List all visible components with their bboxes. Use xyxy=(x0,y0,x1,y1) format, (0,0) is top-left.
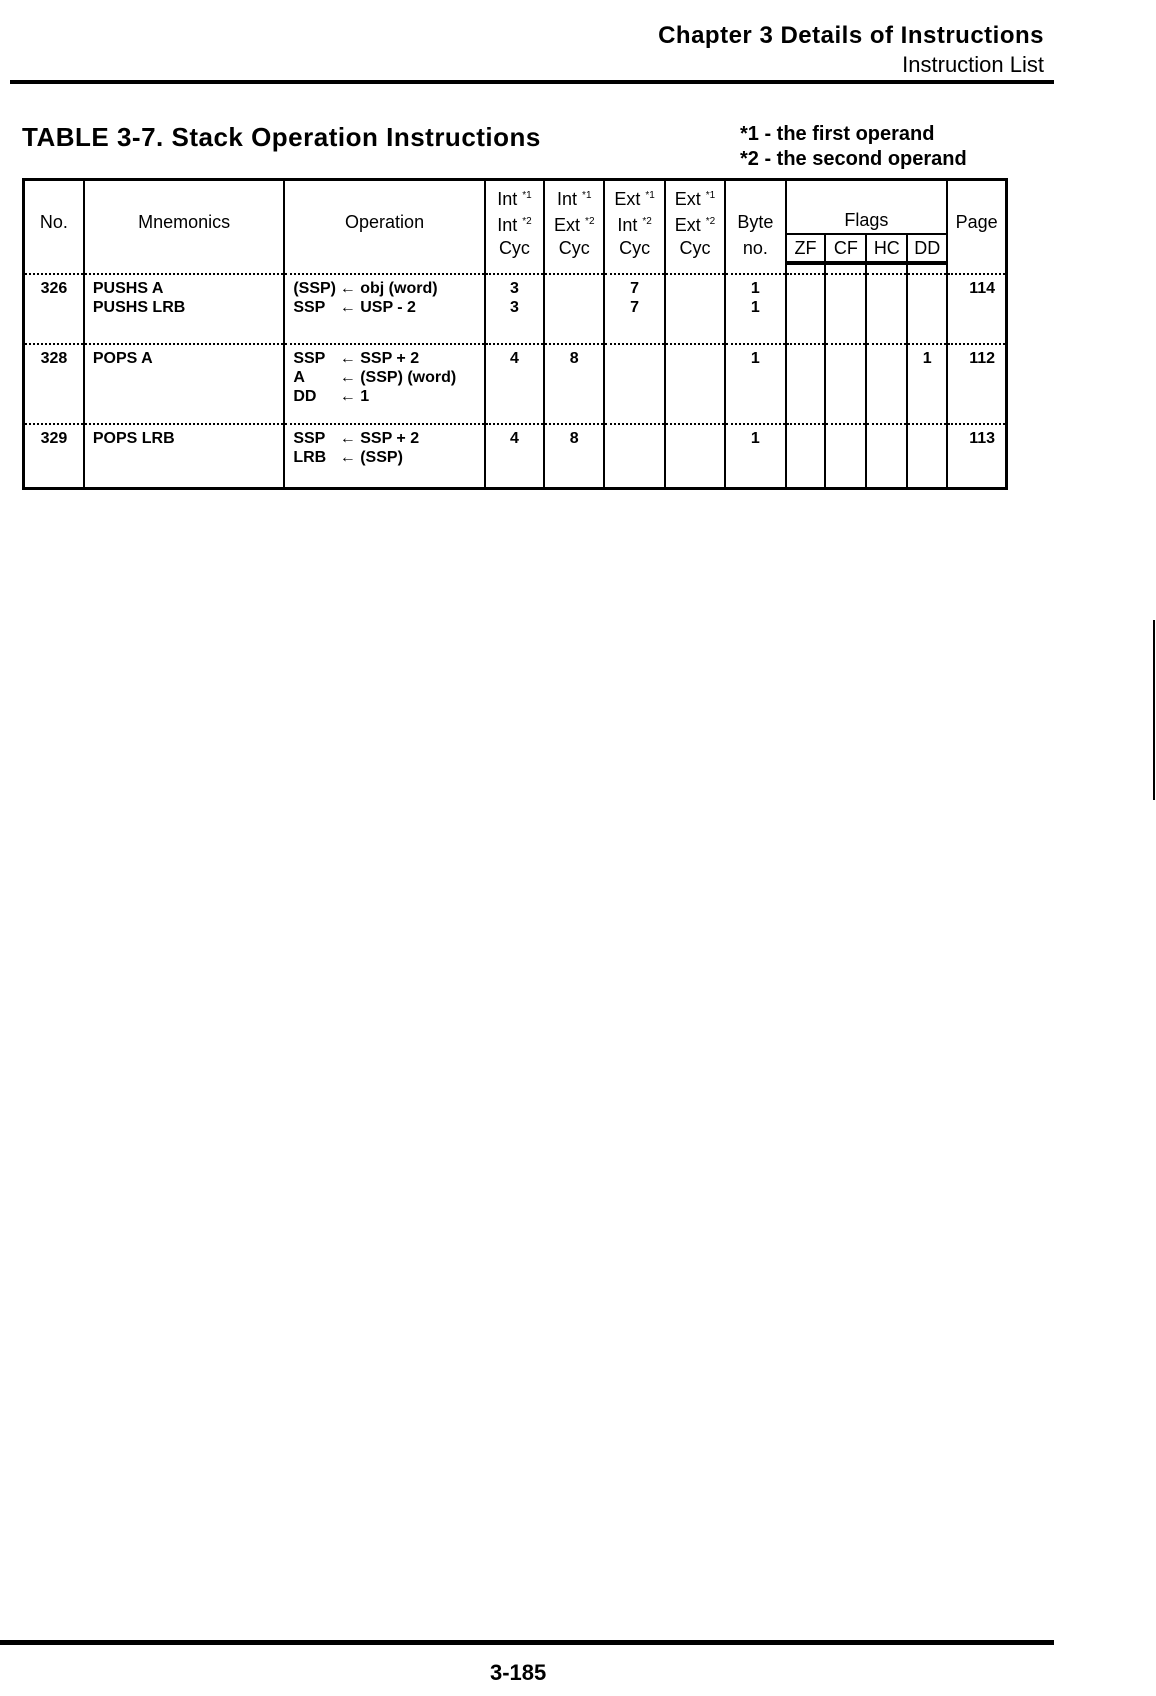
flag-dd: 1 xyxy=(922,350,932,367)
footer-rule xyxy=(0,1640,1054,1645)
flag-hc xyxy=(867,345,906,368)
header-flag-zf: ZF xyxy=(786,234,826,263)
h1-s2: *2 xyxy=(522,216,532,227)
operation-line: SSP ← USP - 2 xyxy=(293,299,416,316)
flag-dd xyxy=(908,425,946,448)
operation-line: SSP ← SSP + 2 xyxy=(293,430,420,447)
table-title: TABLE 3-7. Stack Operation Instructions xyxy=(22,122,541,152)
operation-line: A ← (SSP) (word) xyxy=(293,369,457,386)
operation-line: SSP ← SSP + 2 xyxy=(293,350,420,367)
flag-dd xyxy=(908,275,946,298)
operation-line: DD ← 1 xyxy=(293,388,370,405)
header-ext-int-cyc xyxy=(604,180,664,264)
flag-cf xyxy=(826,425,865,448)
h3-l1: Ext xyxy=(614,189,641,209)
row-page: 112 xyxy=(969,350,995,367)
byte-count: 1 xyxy=(750,430,760,447)
h3-s2: *2 xyxy=(642,216,652,227)
note-second-operand: *2 - the second operand xyxy=(740,148,967,170)
h2-l3: Cyc xyxy=(558,238,590,258)
header-byte-no xyxy=(725,180,785,264)
flag-hc xyxy=(867,425,906,448)
header-flags-spacer xyxy=(786,180,948,208)
table-row xyxy=(24,424,1007,488)
flag-zf xyxy=(787,345,825,368)
h2-s2: *2 xyxy=(585,216,595,227)
row-mnemonic: POPS A xyxy=(92,350,153,367)
header-page: Page xyxy=(947,180,1006,264)
cyc-ext-int xyxy=(605,425,663,448)
h3-l2: Int xyxy=(617,215,638,235)
page-number: 3-185 xyxy=(490,1660,547,1685)
h4-s1: *1 xyxy=(705,190,716,201)
cyc-ext-int xyxy=(605,345,663,368)
row-mnemonic: POPS LRB xyxy=(92,430,175,447)
table-row xyxy=(24,274,1007,344)
row-no: 326 xyxy=(40,280,68,297)
h4-l2: Ext xyxy=(674,215,701,235)
note-first-operand: *1 - the first operand xyxy=(740,123,935,145)
cyc-ext-ext xyxy=(666,425,724,448)
h1-l3: Cyc xyxy=(498,238,530,258)
h4-s2: *2 xyxy=(705,216,716,227)
cyc-ext-ext xyxy=(666,345,724,368)
header-ext-ext-cyc xyxy=(665,180,725,264)
header-int-ext-cyc xyxy=(544,180,604,264)
row-no: 329 xyxy=(40,430,68,447)
header-flag-dd: DD xyxy=(907,234,947,263)
header-int-int-cyc xyxy=(485,180,544,264)
h4-l3: Cyc xyxy=(679,238,711,258)
h3-s1: *1 xyxy=(645,190,655,201)
header-operation: Operation xyxy=(284,180,484,264)
byte-count: 1 xyxy=(750,350,760,367)
h3-l3: Cyc xyxy=(619,238,651,258)
cyc-int-int: 3 xyxy=(509,299,519,316)
h2-l1: Int xyxy=(557,189,578,209)
header-rule xyxy=(10,80,1054,84)
hb-l1: Byte xyxy=(737,212,774,232)
cyc-int-ext xyxy=(545,275,603,298)
footnote-legend xyxy=(740,122,967,172)
cyc-int-int: 3 xyxy=(509,280,519,297)
section-heading: Instruction List xyxy=(902,52,1044,77)
header-flags: Flags xyxy=(786,207,948,234)
operation-line: (SSP) ← obj (word) xyxy=(293,280,438,297)
h4-l1: Ext xyxy=(674,189,701,209)
row-mnemonic: PUSHS LRB xyxy=(92,299,186,316)
chapter-heading: Chapter 3 Details of Instructions xyxy=(658,22,1044,49)
h1-s1: *1 xyxy=(522,190,532,201)
h2-s1: *1 xyxy=(582,190,592,201)
flag-hc xyxy=(867,275,906,298)
row-page: 114 xyxy=(969,280,995,297)
header-flag-hc: HC xyxy=(866,234,907,263)
cyc-int-ext: 8 xyxy=(569,350,579,367)
cyc-ext-int: 7 xyxy=(630,299,640,316)
hb-l2: no. xyxy=(742,238,768,258)
flag-zf xyxy=(787,275,825,298)
header-mnemonics: Mnemonics xyxy=(84,180,284,264)
h1-l1: Int xyxy=(497,189,518,209)
row-page: 113 xyxy=(969,430,995,447)
stack-operation-table xyxy=(22,178,1008,490)
flag-zf xyxy=(787,425,825,448)
margin-rule xyxy=(1153,620,1155,800)
cyc-int-int: 4 xyxy=(509,350,519,367)
cyc-ext-ext xyxy=(666,275,724,298)
row-mnemonic: PUSHS A xyxy=(92,280,164,297)
flag-cf xyxy=(826,275,865,298)
h1-l2: Int xyxy=(497,215,518,235)
flag-cf xyxy=(826,345,865,368)
table-row xyxy=(24,344,1007,424)
cyc-int-ext: 8 xyxy=(569,430,579,447)
operation-line: LRB ← (SSP) xyxy=(293,449,403,466)
row-no: 328 xyxy=(40,350,68,367)
header-flag-cf: CF xyxy=(825,234,866,263)
h2-l2: Ext xyxy=(554,215,581,235)
cyc-int-int: 4 xyxy=(509,430,519,447)
cyc-ext-int: 7 xyxy=(630,280,640,297)
byte-count: 1 xyxy=(750,299,760,316)
byte-count: 1 xyxy=(750,280,760,297)
header-no: No. xyxy=(24,180,84,264)
